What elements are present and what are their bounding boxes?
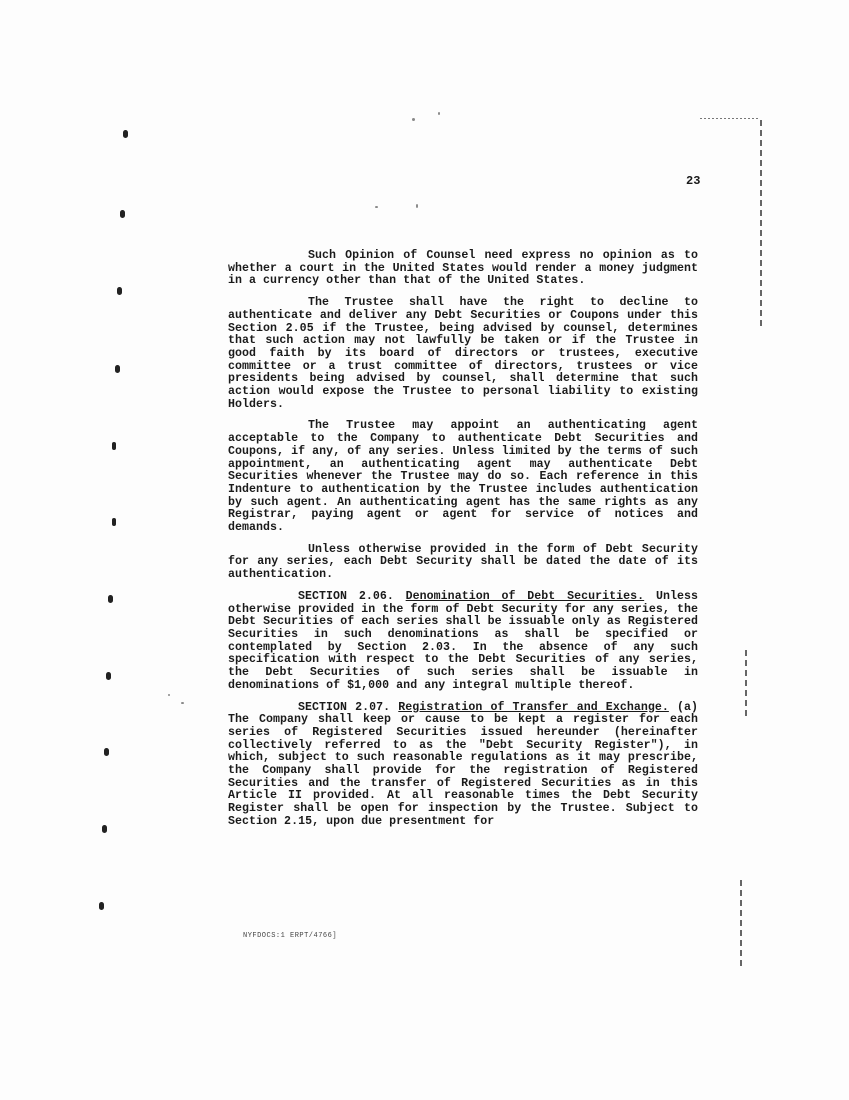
punch-mark [112,442,116,450]
scan-edge-line [745,650,747,720]
scan-speck [438,112,440,115]
scan-speck [168,694,170,696]
section-2-07 [228,702,698,829]
punch-mark [117,287,122,295]
section-2-06-label: SECTION 2.06. [298,589,394,603]
paragraph-opinion-of-counsel: Such Opinion of Counsel need express no opinion as to whether a court in the United States would render a money judgment in a currency other than that of the United States. [228,249,698,288]
punch-mark [120,210,125,218]
section-2-06-text: Unless otherwise provided in the form of Debt Security for any series, the Debt Securities of each series shall be issuable only as Registered Securities in such denominations as shall be specified or contemplated by Section 2.03. In the absence of any such specification with respect to the Debt Securities of any series, the Debt Securities of such series shall be issuable in denominations of $1,000 and any integral multiple thereof. [228,589,698,692]
scan-speck [375,206,378,208]
scan-edge-line [760,120,762,330]
page-number: 23 [686,174,701,188]
punch-mark [108,595,113,603]
paragraph-trustee-decline: The Trustee shall have the right to decline to authenticate and deliver any Debt Securities or Coupons under this Section 2.05 if the Trustee, being advised by counsel, determines that such action may not lawfully be taken or if the Trustee in good faith by its board of directors or trustees, executive committee or a trust committee of directors, trustees or vice presidents being advised by counsel, shall determine that such action would expose the Trustee to personal liability to existing Holders. [228,296,698,411]
document-body [228,250,698,838]
scan-speck [412,118,415,121]
scan-speck [416,204,418,208]
section-2-07-text: (a) The Company shall keep or cause to be kept a register for each series of Registered Securities issued hereunder (hereinafter collectively referred to as the "Debt Security Register"), in which, subject to such reasonable regulations as it may prescribe, the Company shall provide for the registration of Registered Securities and the transfer of Registered Securities as in this Article II provided. At all reasonable times the Debt Security Register shall be open for inspection by the Trustee. Subject to Section 2.15, upon due presentment for [228,700,698,828]
section-2-06 [228,591,698,693]
paragraph-debt-security-dated: Unless otherwise provided in the form of Debt Security for any series, each Debt Security shall be dated the date of its authentication. [228,542,698,582]
section-2-07-title: Registration of Transfer and Exchange. [398,700,669,714]
punch-mark [123,130,128,138]
scan-artifact-rule [700,118,758,119]
punch-mark [112,518,116,526]
scan-edge-line [740,880,742,970]
punch-mark [99,902,104,910]
punch-mark [115,365,120,373]
section-2-07-label: SECTION 2.07. [298,700,391,714]
scan-speck [181,702,184,704]
footer-document-reference: NYFDOCS:1 ERPT/4766] [243,932,338,940]
paragraph-authenticating-agent: The Trustee may appoint an authenticating agent acceptable to the Company to authenticate Debt Securities and Coupons, if any, of any series. Unless limited by the terms of such appointment, an authenticating agent may authenticate Debt Securities whenever the Trustee may do so. Each reference in this Indenture to authentication by the Trustee includes authentication by such agent. An authenticating agent has the same rights as any Registrar, paying agent or agent for service of notices and demands. [228,419,698,535]
section-2-06-title: Denomination of Debt Securities. [405,589,645,603]
punch-mark [104,748,109,756]
punch-mark [102,825,107,833]
punch-mark [106,672,111,680]
